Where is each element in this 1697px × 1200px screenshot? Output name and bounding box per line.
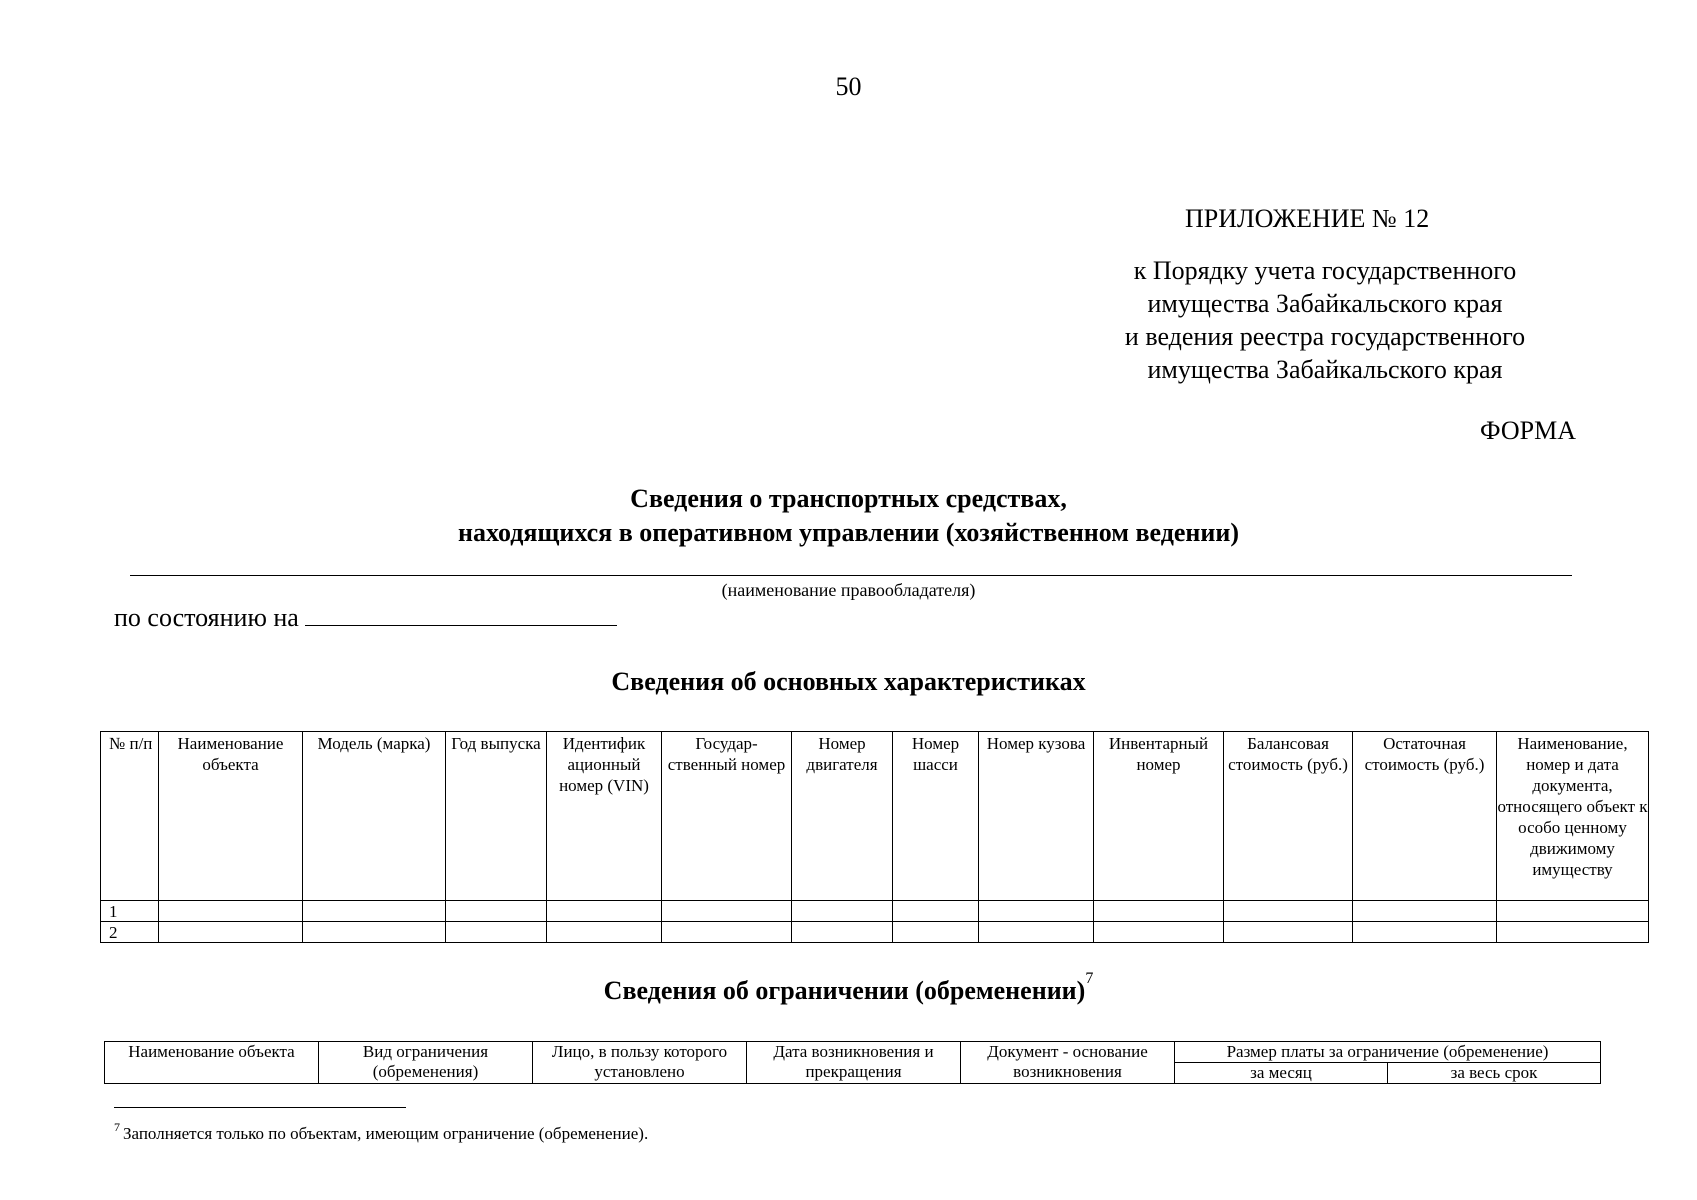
document-title xyxy=(0,482,1697,550)
vehicles-table xyxy=(100,731,1649,943)
table-cell[interactable] xyxy=(159,901,303,922)
column-header: Дата возникновения и прекращения xyxy=(747,1042,961,1084)
appendix-ref-line: и ведения реестра государственного xyxy=(1124,322,1526,351)
column-header: Вид ограничения (обременения) xyxy=(319,1042,533,1084)
encumbrance-title-text: Сведения об ограничении (обременении) xyxy=(603,976,1086,1005)
column-header: Наименование объекта xyxy=(159,732,303,901)
table-cell[interactable] xyxy=(792,922,893,943)
table-cell[interactable] xyxy=(662,922,792,943)
appendix-title: ПРИЛОЖЕНИЕ № 12 xyxy=(1185,204,1430,233)
row-number: 2 xyxy=(101,922,159,943)
table-cell[interactable] xyxy=(446,922,547,943)
column-header: № п/п xyxy=(101,732,159,901)
table-cell[interactable] xyxy=(1353,901,1497,922)
table-cell[interactable] xyxy=(547,922,662,943)
column-header: Номер шасси xyxy=(893,732,979,901)
table-cell[interactable] xyxy=(1224,922,1353,943)
table-cell[interactable] xyxy=(159,922,303,943)
column-header: Лицо, в пользу которого установлено xyxy=(533,1042,747,1084)
table-cell[interactable] xyxy=(1094,922,1224,943)
footnote-text: Заполняется только по объектам, имеющим ограничение (обременение). xyxy=(123,1124,649,1143)
table-cell[interactable] xyxy=(1353,922,1497,943)
appendix-ref-line: к Порядку учета государственного xyxy=(1133,256,1517,285)
table-cell[interactable] xyxy=(303,922,446,943)
table-cell[interactable] xyxy=(979,901,1094,922)
main-characteristics-title: Сведения об основных характеристиках xyxy=(611,667,1086,696)
appendix-ref-line: имущества Забайкальского края xyxy=(1147,289,1503,318)
table-cell[interactable] xyxy=(893,922,979,943)
table-header-row xyxy=(101,732,1649,901)
column-header: Номер кузова xyxy=(979,732,1094,901)
rights-holder-field[interactable] xyxy=(130,575,1572,576)
table-cell[interactable] xyxy=(792,901,893,922)
column-header: Инвентарный номер xyxy=(1094,732,1224,901)
table-cell[interactable] xyxy=(893,901,979,922)
table-cell[interactable] xyxy=(303,901,446,922)
footnote-separator xyxy=(114,1107,406,1108)
appendix-reference xyxy=(1060,254,1590,386)
encumbrance-title xyxy=(0,970,1697,1006)
footnote-mark: 7 xyxy=(114,1120,120,1134)
table-cell[interactable] xyxy=(1224,901,1353,922)
column-header: Остаточная стоимость (руб.) xyxy=(1353,732,1497,901)
document-title-line: находящихся в оперативном управлении (хозяйственном ведении) xyxy=(457,518,1240,547)
column-header: Идентифик ационный номер (VIN) xyxy=(547,732,662,901)
rights-holder-caption: (наименование правообладателя) xyxy=(721,580,976,600)
table-cell[interactable] xyxy=(1094,901,1224,922)
column-header: Номер двигателя xyxy=(792,732,893,901)
appendix-ref-line: имущества Забайкальского края xyxy=(1147,355,1503,384)
column-header: Балансовая стоимость (руб.) xyxy=(1224,732,1353,901)
footnote xyxy=(114,1120,649,1144)
page-number: 50 xyxy=(835,72,862,101)
column-header: за весь срок xyxy=(1388,1063,1601,1084)
table-row xyxy=(101,901,1649,922)
row-number: 1 xyxy=(101,901,159,922)
table-cell[interactable] xyxy=(446,901,547,922)
table-cell[interactable] xyxy=(547,901,662,922)
column-header: Документ - основание возникновения xyxy=(961,1042,1175,1084)
table-row xyxy=(101,922,1649,943)
table-cell[interactable] xyxy=(1497,922,1649,943)
as-of-label: по состоянию на xyxy=(114,603,299,632)
column-header: Наименование, номер и дата документа, относящего объект к особо ценному движимому имуществу xyxy=(1497,732,1649,901)
as-of-date-field[interactable] xyxy=(305,603,617,626)
encumbrance-table xyxy=(104,1041,1601,1084)
form-label: ФОРМА xyxy=(1480,416,1576,445)
column-header: Модель (марка) xyxy=(303,732,446,901)
document-title-line: Сведения о транспортных средствах, xyxy=(630,484,1067,513)
column-header: Год выпуска xyxy=(446,732,547,901)
as-of-date xyxy=(114,603,617,633)
table-header-row xyxy=(105,1042,1601,1063)
table-cell[interactable] xyxy=(1497,901,1649,922)
column-header: Наименование объекта xyxy=(105,1042,319,1084)
column-header: Государ-ственный номер xyxy=(662,732,792,901)
footnote-mark: 7 xyxy=(1085,970,1094,987)
column-header: за месяц xyxy=(1175,1063,1388,1084)
payment-header: Размер платы за ограничение (обременение) xyxy=(1175,1042,1601,1063)
table-cell[interactable] xyxy=(662,901,792,922)
table-cell[interactable] xyxy=(979,922,1094,943)
